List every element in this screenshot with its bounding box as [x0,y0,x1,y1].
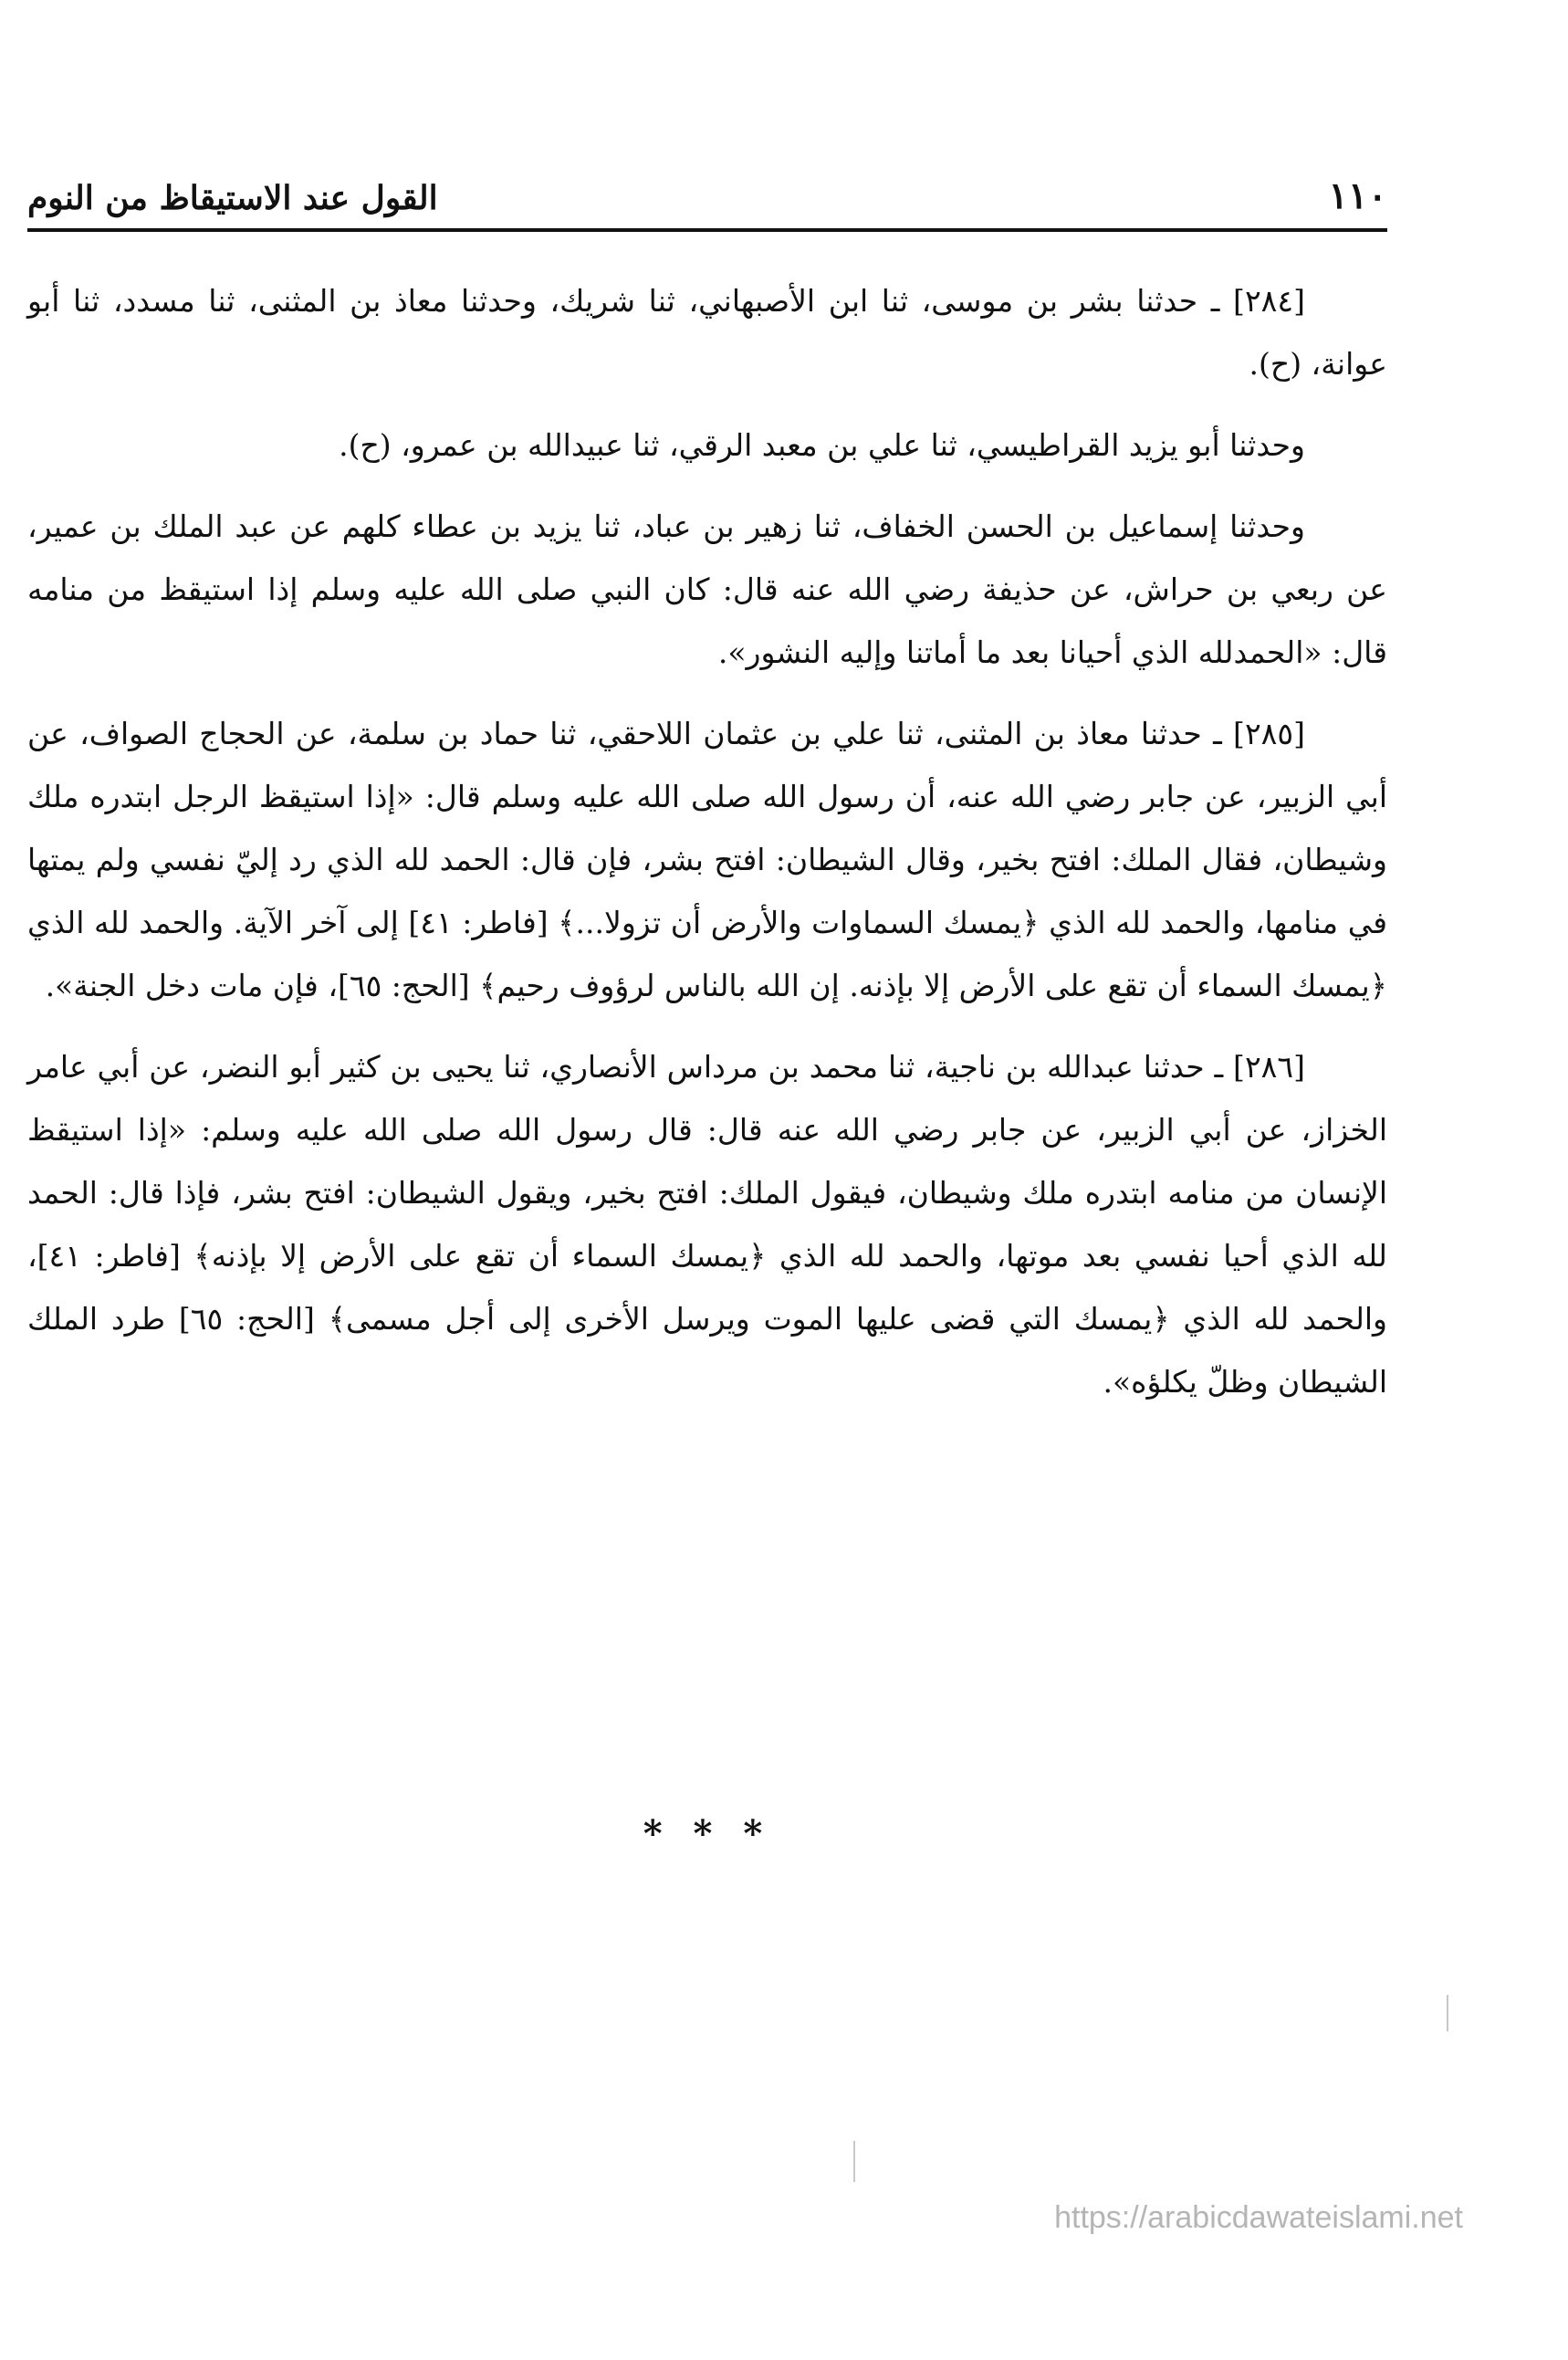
page-header [27,151,1387,232]
page-number: ١١٠ [1328,174,1387,217]
paragraph-284-chain-3: وحدثنا إسماعيل بن الحسن الخفاف، ثنا زهير بن عباد، ثنا يزيد بن عطاء كلهم عن عبد الملك بن عمير، عن ربعي بن حراش، عن حذيفة رضي الله عنه قال: كان النبي صلى الله عليه وسلم إذا استيقظ من منامه قال: «الحمدلله الذي أحيانا بعد ما أماتنا وإليه النشور». [27,509,1387,670]
running-title: القول عند الاستيقاظ من النوم [27,179,438,217]
scan-artifact-line [853,2141,855,2182]
paragraph-286: [٢٨٦] ـ حدثنا عبدالله بن ناجية، ثنا محمد بن مرداس الأنصاري، ثنا يحيى بن كثير أبو النضر، عن أبي عامر الخزاز، عن أبي الزبير، عن جابر رضي الله عنه قال: قال رسول الله صلى الله عليه وسلم: «إذا استيقظ الإنسان من منامه ابتدره ملك وشيطان، فيقول الملك: افتح بخير، ويقول الشيطان: افتح بشر، فإذا قال: الحمد لله الذي أحيا نفسي بعد موتها، والحمد لله الذي ﴿يمسك السماء أن تقع على الأرض إلا بإذنه﴾ [فاطر: ٤١]، والحمد لله الذي ﴿يمسك التي قضى عليها الموت ويرسل الأخرى إلى أجل مسمى﴾ [الحج: ٦٥] طرد الملك الشيطان وظلّ يكلؤه». [27,1049,1387,1400]
scan-artifact-line [1447,1995,1448,2031]
watermark-url: https://arabicdawateislami.net [1054,2200,1463,2235]
hadith-text-body [27,269,1387,1432]
paragraph-284: [٢٨٤] ـ حدثنا بشر بن موسى، ثنا ابن الأصبهاني، ثنا شريك، وحدثنا معاذ بن المثنى، ثنا مسدد، ثنا أبو عوانة، (ح). [27,283,1387,382]
paragraph-284-chain-2: وحدثنا أبو يزيد القراطيسي، ثنا علي بن معبد الرقي، ثنا عبيدالله بن عمرو، (ح). [339,427,1305,463]
section-separator: * * * [643,1812,772,1855]
paragraph-285: [٢٨٥] ـ حدثنا معاذ بن المثنى، ثنا علي بن عثمان اللاحقي، ثنا حماد بن سلمة، عن الحجاج الصواف، عن أبي الزبير، عن جابر رضي الله عنه، أن رسول الله صلى الله عليه وسلم قال: «إذا استيقظ الرجل ابتدره ملك وشيطان، فقال الملك: افتح بخير، وقال الشيطان: افتح بشر، فإن قال: الحمد لله الذي رد إليّ نفسي ولم يمتها في منامها، والحمد لله الذي ﴿يمسك السماوات والأرض أن تزولا...﴾ [فاطر: ٤١] إلى آخر الآية. والحمد لله الذي ﴿يمسك السماء أن تقع على الأرض إلا بإذنه. إن الله بالناس لرؤوف رحيم﴾ [الحج: ٦٥]، فإن مات دخل الجنة». [27,716,1387,1003]
